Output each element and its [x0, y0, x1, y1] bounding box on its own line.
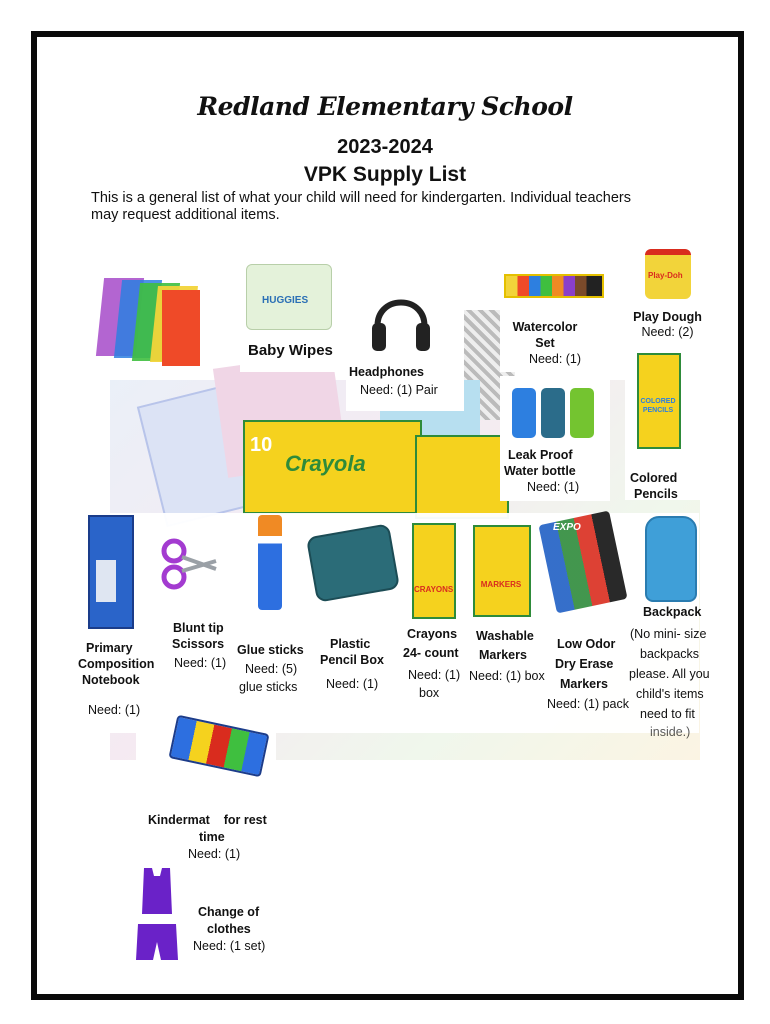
- clothes-image: [134, 866, 180, 962]
- water-bottle-need: Need: (1): [527, 480, 580, 494]
- watercolor-label-1: Watercolor: [512, 320, 578, 334]
- backpack-note-6: inside.): [650, 725, 691, 739]
- glue-label: Glue sticks: [237, 643, 304, 657]
- backpack-note-5: need to fit: [640, 707, 695, 721]
- dry-erase-brand: EXPO: [553, 522, 581, 533]
- school-year: 2023-2024: [337, 136, 433, 158]
- pencil-box-need: Need: (1): [326, 677, 379, 691]
- dry-erase-label-3: Markers: [560, 677, 608, 691]
- markers-image: [473, 525, 531, 617]
- crayola-box-brand: Crayola: [285, 451, 366, 476]
- water-bottle-label-1: Leak Proof: [508, 448, 573, 462]
- dry-erase-label-1: Low Odor: [557, 637, 616, 651]
- backpack-image: [645, 516, 697, 602]
- backpack-note-2: backpacks: [640, 647, 700, 661]
- composition-label-1: Primary: [86, 641, 133, 655]
- crayons-need: Need: (1): [408, 668, 461, 682]
- water-bottle-image: [570, 388, 594, 438]
- kindermat-label-2: time: [199, 830, 225, 844]
- colored-pencils-brand: COLORED PENCILS: [640, 398, 676, 414]
- school-name: Redland Elementary School: [197, 92, 573, 121]
- clothes-label-2: clothes: [207, 922, 251, 936]
- headphones-label: Headphones: [349, 365, 425, 379]
- glue-extra: glue sticks: [239, 680, 298, 694]
- markers-label-2: Markers: [479, 648, 527, 662]
- crayons-image: [412, 523, 456, 619]
- clothes-label-1: Change of: [198, 905, 260, 919]
- play-dough-brand: Play-Doh: [648, 271, 683, 280]
- crayons-brand: CRAYONS: [414, 585, 454, 594]
- composition-label-2: Composition: [78, 657, 155, 671]
- crayons-label-1: Crayons: [407, 627, 458, 641]
- composition-notebook-image: [96, 560, 116, 602]
- scissors-label-2: Scissors: [172, 637, 225, 651]
- watercolor-label-2: Set: [535, 336, 555, 350]
- baby-wipes-label: Baby Wipes: [248, 342, 333, 359]
- composition-label-3: Notebook: [82, 673, 140, 687]
- crayons-extra: box: [419, 686, 440, 700]
- dry-erase-label-2: Dry Erase: [555, 657, 614, 671]
- headphones-image: [370, 281, 432, 357]
- composition-need: Need: (1): [88, 703, 141, 717]
- backpack-note-4: child's items: [636, 687, 704, 701]
- folders-image: [162, 290, 200, 366]
- scissors-label-1: Blunt tip: [173, 621, 224, 635]
- markers-need: Need: (1) box: [469, 669, 545, 683]
- kindermat-label-1: Kindermat for rest: [148, 813, 267, 827]
- water-bottle-label-2: Water bottle: [504, 464, 576, 478]
- intro-text: This is a general list of what your child will need for kindergarten. Individual teachers may request additional items.: [91, 190, 631, 223]
- crayons-label-2: 24- count: [403, 646, 459, 660]
- glue-stick-image: [258, 515, 282, 610]
- colored-pencils-label-1: Colored: [630, 471, 678, 485]
- scissors-image: [160, 535, 218, 591]
- pencil-box-label-2: Pencil Box: [320, 653, 384, 667]
- play-dough-label: Play Dough: [633, 310, 702, 324]
- kindermat-need: Need: (1): [188, 847, 241, 861]
- backpack-note-3: please. All you: [629, 667, 710, 681]
- watercolor-need: Need: (1): [528, 352, 582, 366]
- play-dough-need: Need: (2): [641, 325, 694, 339]
- page-title: VPK Supply List: [303, 163, 467, 186]
- watercolor-image: [504, 274, 604, 298]
- crayola-box-count: 10: [250, 434, 273, 456]
- baby-wipes-brand: HUGGIES: [262, 295, 309, 306]
- backpack-note-1: (No mini- size: [630, 627, 707, 641]
- markers-brand: MARKERS: [480, 580, 522, 589]
- headphones-need: Need: (1) Pair: [360, 383, 438, 397]
- markers-label-1: Washable: [476, 629, 534, 643]
- crayola-box-image: [415, 435, 509, 519]
- backpack-label: Backpack: [643, 605, 702, 619]
- glue-need: Need: (5): [245, 662, 298, 676]
- water-bottle-image: [541, 388, 565, 438]
- scissors-need: Need: (1): [174, 656, 227, 670]
- clothes-need: Need: (1 set): [193, 939, 266, 953]
- pencil-box-label-1: Plastic: [330, 637, 371, 651]
- colored-pencils-label-2: Pencils: [634, 487, 678, 501]
- water-bottle-image: [512, 388, 536, 438]
- dry-erase-need: Need: (1) pack: [547, 697, 629, 711]
